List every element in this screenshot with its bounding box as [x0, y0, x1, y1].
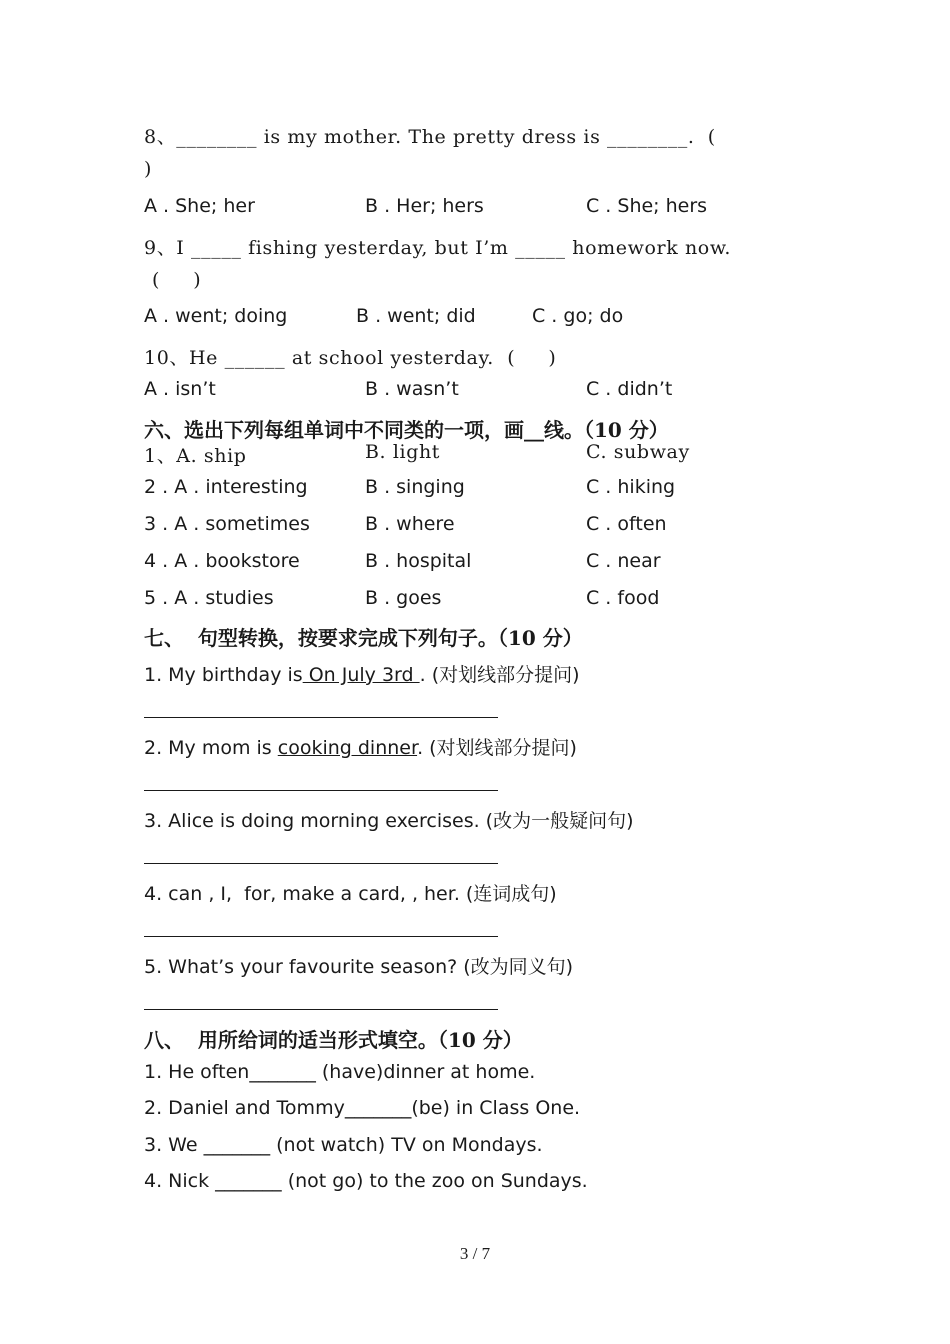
- section-6-row-3-a: 3 . A . sometimes: [144, 513, 310, 535]
- section-7-sentence-2: [144, 733, 577, 760]
- section-6-row-3-b: B . where: [365, 513, 455, 535]
- section-8-item-3: 3. We _______ (not watch) TV on Mondays.: [144, 1134, 543, 1156]
- section-6-row-2-a: 2 . A . interesting: [144, 476, 308, 498]
- answer-line-2[interactable]: [144, 790, 498, 791]
- section-6-row-5-c: C . food: [586, 587, 660, 609]
- question-8-option-b: B . Her; hers: [365, 195, 484, 217]
- sentence-2-underlined: cooking dinner: [277, 737, 418, 759]
- question-8-option-c: C . She; hers: [586, 195, 708, 217]
- question-9-text: 9、I _____ fishing yesterday, but I’m _____ homework now.: [144, 237, 732, 259]
- question-10-option-c: C . didn’t: [586, 378, 673, 400]
- section-6-row-4-b: B . hospital: [365, 550, 472, 572]
- section-8-item-4: 4. Nick _______ (not go) to the zoo on Sundays.: [144, 1170, 588, 1192]
- sentence-2-prefix: 2. My mom is: [144, 737, 278, 759]
- section-7-sentence-1: [144, 660, 580, 687]
- question-8-option-a: A . She; her: [144, 195, 255, 217]
- section-6-row-2-b: B . singing: [365, 476, 465, 498]
- section-7-sentence-4: 4. can , I, for, make a card, , her. (连词成句): [144, 883, 557, 905]
- section-6-row-5-a: 5 . A . studies: [144, 587, 274, 609]
- section-6-row-4-a: 4 . A . bookstore: [144, 550, 300, 572]
- section-6-row-1-c: C. subway: [586, 441, 690, 463]
- section-8-item-1: 1. He often_______ (have)dinner at home.: [144, 1061, 536, 1083]
- answer-line-4[interactable]: [144, 936, 498, 937]
- question-9-option-c: C . go; do: [532, 305, 624, 327]
- section-6-heading: 六、选出下列每组单词中不同类的一项，画__线。（10 分）: [144, 418, 669, 442]
- section-8-item-2: 2. Daniel and Tommy_______(be) in Class One.: [144, 1097, 581, 1119]
- section-6-row-3-c: C . often: [586, 513, 667, 535]
- sentence-1-underlined: On July 3rd: [302, 664, 420, 686]
- sentence-1-prefix: 1. My birthday is: [144, 664, 303, 686]
- question-8-text: 8、________ is my mother. The pretty dress is ________. (: [144, 126, 716, 148]
- answer-line-1[interactable]: [144, 717, 498, 718]
- answer-line-5[interactable]: [144, 1009, 498, 1010]
- answer-line-3[interactable]: [144, 863, 498, 864]
- section-6-row-2-c: C . hiking: [586, 476, 676, 498]
- question-10-text: 10、He ______ at school yesterday. ( ): [144, 347, 557, 369]
- section-7-heading: 七、 句型转换，按要求完成下列句子。（10 分）: [144, 626, 583, 650]
- sentence-1-suffix: . (对划线部分提问): [419, 664, 580, 686]
- question-9-option-a: A . went; doing: [144, 305, 288, 327]
- question-9-bracket: ( ): [152, 269, 202, 291]
- section-6-row-5-b: B . goes: [365, 587, 442, 609]
- question-10-option-b: B . wasn’t: [365, 378, 459, 400]
- section-6-row-1-a: 1、A. ship: [144, 445, 247, 467]
- section-7-sentence-3: 3. Alice is doing morning exercises. (改为一般疑问句): [144, 810, 634, 832]
- page-number: 3 / 7: [459, 1244, 491, 1263]
- section-7-sentence-5: 5. What’s your favourite season? (改为同义句): [144, 956, 574, 978]
- section-6-row-4-c: C . near: [586, 550, 661, 572]
- question-9-option-b: B . went; did: [356, 305, 476, 327]
- section-8-heading: 八、 用所给词的适当形式填空。（10 分）: [144, 1028, 523, 1052]
- sentence-2-suffix: . (对划线部分提问): [417, 737, 577, 759]
- section-6-row-1-b: B. light: [365, 441, 441, 463]
- question-10-option-a: A . isn’t: [144, 378, 216, 400]
- question-8-bracket: ): [144, 158, 153, 180]
